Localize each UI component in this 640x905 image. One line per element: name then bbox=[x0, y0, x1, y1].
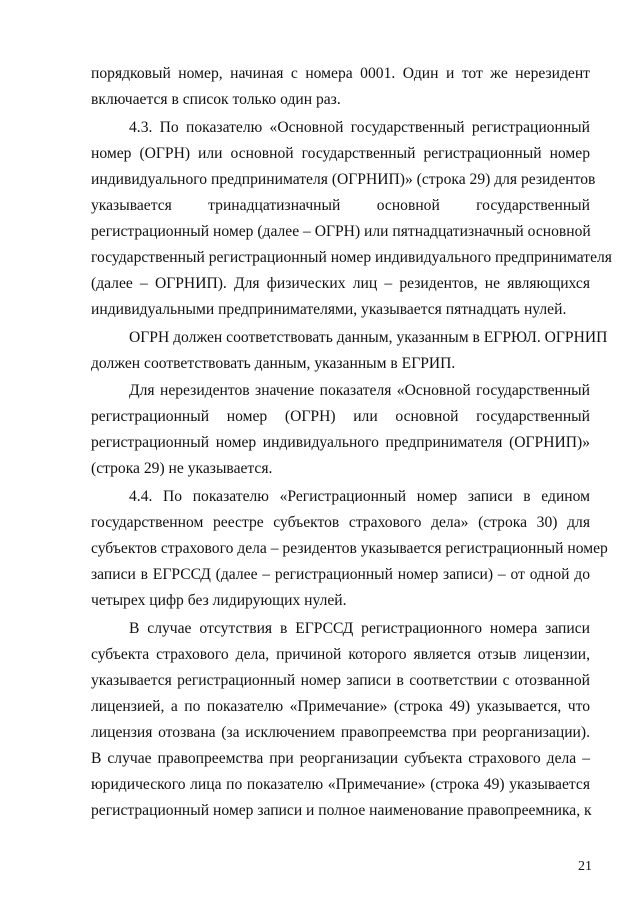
text-line: государственном реестре субъектов страхового дела» (строка 30) для bbox=[91, 514, 590, 531]
text-line: 4.4. По показателю «Регистрационный номер записи в едином bbox=[129, 488, 590, 505]
text-line: субъектов страхового дела – резидентов указывается регистрационный номер bbox=[91, 540, 608, 557]
text-line: Для нерезидентов значение показателя «Основной государственный bbox=[129, 382, 590, 399]
text-line: регистрационный номер индивидуального предпринимателя (ОГРНИП)» bbox=[91, 434, 590, 451]
text-line: В случае отсутствия в ЕГРССД регистрационного номера записи bbox=[129, 620, 590, 637]
page-number: 21 bbox=[578, 859, 592, 874]
text-line: государственный регистрационный номер индивидуального предпринимателя bbox=[91, 249, 612, 266]
text-line: лицензией, а по показателю «Примечание» (строка 49) указывается, что bbox=[91, 698, 590, 715]
text-line: (строка 29) не указывается. bbox=[91, 460, 273, 477]
text-line: записи в ЕГРССД (далее – регистрационный номер записи) – от одной до bbox=[91, 566, 590, 583]
text-line: четырех цифр без лидирующих нулей. bbox=[91, 592, 347, 609]
text-line: лицензия отозвана (за исключением правопреемства при реорганизации). bbox=[91, 724, 590, 741]
text-line: порядковый номер, начиная с номера 0001. Один и тот же нерезидент bbox=[91, 65, 590, 82]
text-line: субъекта страхового дела, причиной которого является отзыв лицензии, bbox=[91, 646, 590, 663]
text-line: должен соответствовать данным, указанным в ЕГРИП. bbox=[91, 355, 456, 372]
text-line: индивидуального предпринимателя (ОГРНИП)» (строка 29) для резидентов bbox=[91, 171, 596, 188]
text-line: В случае правопреемства при реорганизации субъекта страхового дела – bbox=[91, 750, 590, 767]
text-line: индивидуальными предпринимателями, указывается пятнадцать нулей. bbox=[91, 301, 567, 318]
text-line: указывается тринадцатизначный основной государственный bbox=[91, 197, 590, 214]
text-line: указывается регистрационный номер записи в соответствии с отозванной bbox=[91, 672, 590, 689]
text-line: (далее – ОГРНИП). Для физических лиц – резидентов, не являющихся bbox=[91, 275, 590, 292]
text-line: юридического лица по показателю «Примечание» (строка 49) указывается bbox=[91, 776, 590, 793]
text-line: ОГРН должен соответствовать данным, указанным в ЕГРЮЛ. ОГРНИП bbox=[129, 329, 608, 346]
text-line: регистрационный номер записи и полное наименование правопреемника, к bbox=[91, 802, 592, 819]
text-line: регистрационный номер (ОГРН) или основной государственный bbox=[91, 408, 590, 425]
text-line: включается в список только один раз. bbox=[91, 91, 341, 108]
text-line: номер (ОГРН) или основной государственный регистрационный номер bbox=[91, 145, 590, 162]
text-line: регистрационный номер (далее – ОГРН) или пятнадцатизначный основной bbox=[91, 223, 591, 240]
text-line: 4.3. По показателю «Основной государственный регистрационный bbox=[129, 119, 590, 136]
